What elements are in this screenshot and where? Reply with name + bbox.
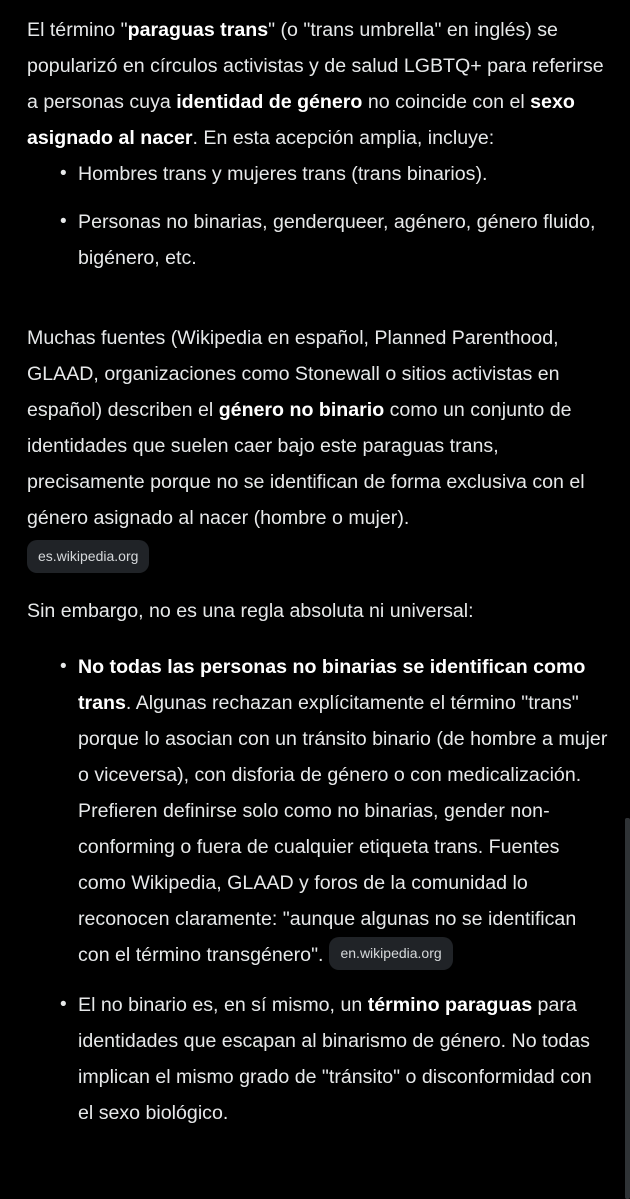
response-text: [27, 12, 612, 1131]
text-span: " (o "trans umbrella" en inglés) se popularizó en círculos activistas y de salud LGBTQ+ para referirse a personas cuya: [27, 19, 604, 113]
list-item: [60, 156, 612, 192]
source-link-en-wikipedia[interactable]: en.wikipedia.org: [329, 937, 452, 970]
intro-paragraph: [27, 12, 612, 156]
bold-term: paraguas trans: [127, 19, 269, 41]
source-link-es-wikipedia[interactable]: es.wikipedia.org: [27, 540, 149, 573]
list-item: [60, 987, 612, 1131]
bold-term: término paraguas: [367, 994, 533, 1016]
list-item-text: Hombres trans y mujeres trans (trans binarios).: [78, 163, 488, 185]
list-item: [60, 649, 612, 973]
bold-term: sexo asignado al nacer: [27, 91, 575, 149]
text-span: como un conjunto de identidades que suelen caer bajo este paraguas trans, precisamente porque no se identifican de forma exclusiva con el género asignado al nacer (hombre o mujer).: [27, 399, 585, 529]
bullet: •: [60, 656, 67, 677]
scrollbar[interactable]: [625, 818, 630, 1199]
sources-paragraph: [27, 320, 612, 575]
bullet: •: [60, 211, 67, 232]
bold-term: género no binario: [218, 399, 385, 421]
list-item-text: para identidades que escapan al binarismo de género. No todas implican el mismo grado de "tránsito" o disconformidad con el sexo biológico.: [78, 994, 592, 1124]
bold-term: No todas las personas no binarias se identifican como trans: [78, 656, 586, 714]
bullet: •: [60, 163, 67, 184]
list-item: [60, 204, 612, 276]
bold-term: identidad de género: [176, 91, 363, 113]
text-span: no coincide con el: [362, 91, 531, 113]
list-item-text: Personas no binarias, genderqueer, agénero, género fluido, bigénero, etc.: [78, 211, 596, 269]
text-span: Muchas fuentes (Wikipedia en español, Planned Parenthood, GLAAD, organizaciones como Stonewall o sitios activistas en español) describen el: [27, 327, 560, 421]
text-span: . En esta acepción amplia, incluye:: [192, 127, 495, 149]
list-item-text: El no binario es, en sí mismo, un: [78, 994, 368, 1016]
list-item-text: . Algunas rechazan explícitamente el término "trans" porque lo asocian con un tránsito binario (de hombre a mujer o viceversa), con disforia de género o con medicalización. Prefieren definirse solo como no binarias, gender non-conforming o fuera de cualquier etiqueta trans. Fuentes como Wikipedia, GLAAD y foros de la comunidad lo reconocen claramente: "aunque algunas no se identifican con el término transgénero".: [78, 692, 608, 966]
includes-list: [27, 156, 612, 276]
text-span: El término ": [27, 19, 128, 41]
caveats-list: [27, 649, 612, 1131]
bullet: •: [60, 994, 67, 1015]
however-paragraph: Sin embargo, no es una regla absoluta ni universal:: [27, 600, 474, 622]
